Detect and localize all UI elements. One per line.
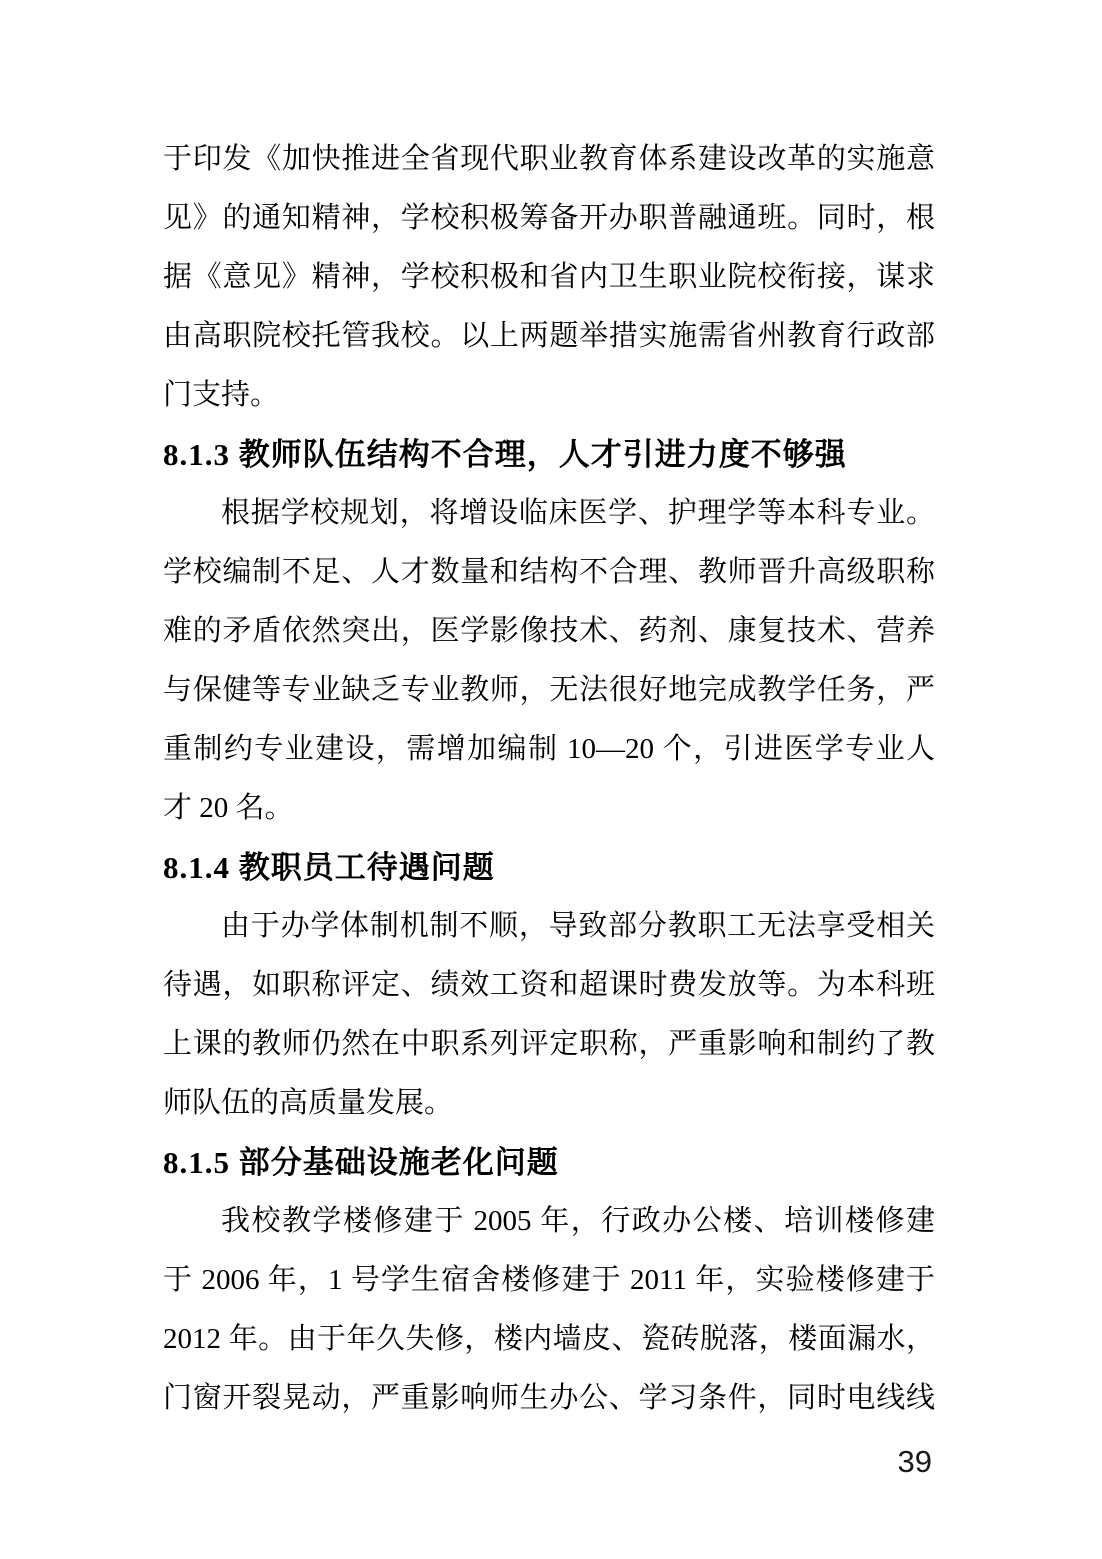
text-line: 重制约专业建设，需增加编制 10—20 个，引进医学专业人 — [163, 733, 935, 765]
paragraph-infrastructure-aging — [163, 1192, 935, 1428]
paragraph-teacher-structure — [163, 484, 935, 838]
text-line: 待遇，如职称评定、绩效工资和超课时费发放等。为本科班 — [163, 969, 935, 1001]
text-line: 由高职院校托管我校。以上两题举措实施需省州教育行政部 — [163, 320, 935, 352]
text-line: 师队伍的高质量发展。 — [163, 1087, 454, 1119]
text-line: 由于办学体制机制不顺，导致部分教职工无法享受相关 — [221, 910, 935, 942]
document-body — [163, 130, 935, 1428]
text-line: 门窗开裂晃动，严重影响师生办公、学习条件，同时电线线 — [163, 1382, 935, 1414]
text-line: 于印发《加快推进全省现代职业教育体系建设改革的实施意 — [163, 143, 935, 175]
text-line: 见》的通知精神，学校积极筹备开办职普融通班。同时，根 — [163, 202, 935, 234]
text-line: 我校教学楼修建于 2005 年，行政办公楼、培训楼修建 — [221, 1205, 935, 1237]
text-line: 与保健等专业缺乏专业教师，无法很好地完成教学任务，严 — [163, 674, 935, 706]
text-line: 据《意见》精神，学校积极和省内卫生职业院校衔接，谋求 — [163, 261, 935, 293]
text-line: 难的矛盾依然突出，医学影像技术、药剂、康复技术、营养 — [163, 615, 935, 647]
text-line: 2012 年。由于年久失修，楼内墙皮、瓷砖脱落，楼面漏水， — [163, 1323, 935, 1355]
heading-8-1-5: 8.1.5 部分基础设施老化问题 — [163, 1145, 559, 1180]
paragraph-staff-benefits — [163, 897, 935, 1133]
text-line: 于 2006 年，1 号学生宿舍楼修建于 2011 年，实验楼修建于 — [163, 1264, 935, 1296]
heading-8-1-3: 8.1.3 教师队伍结构不合理，人才引进力度不够强 — [163, 437, 847, 472]
text-line: 才 20 名。 — [163, 792, 294, 824]
text-line: 上课的教师仍然在中职系列评定职称，严重影响和制约了教 — [163, 1028, 935, 1060]
text-line: 学校编制不足、人才数量和结构不合理、教师晋升高级职称 — [163, 556, 935, 588]
text-line: 门支持。 — [163, 379, 280, 411]
paragraph-continuation — [163, 130, 935, 425]
text-line: 根据学校规划，将增设临床医学、护理学等本科专业。 — [221, 497, 935, 529]
heading-8-1-4: 8.1.4 教职员工待遇问题 — [163, 850, 495, 885]
page-number: 39 — [897, 1444, 932, 1479]
